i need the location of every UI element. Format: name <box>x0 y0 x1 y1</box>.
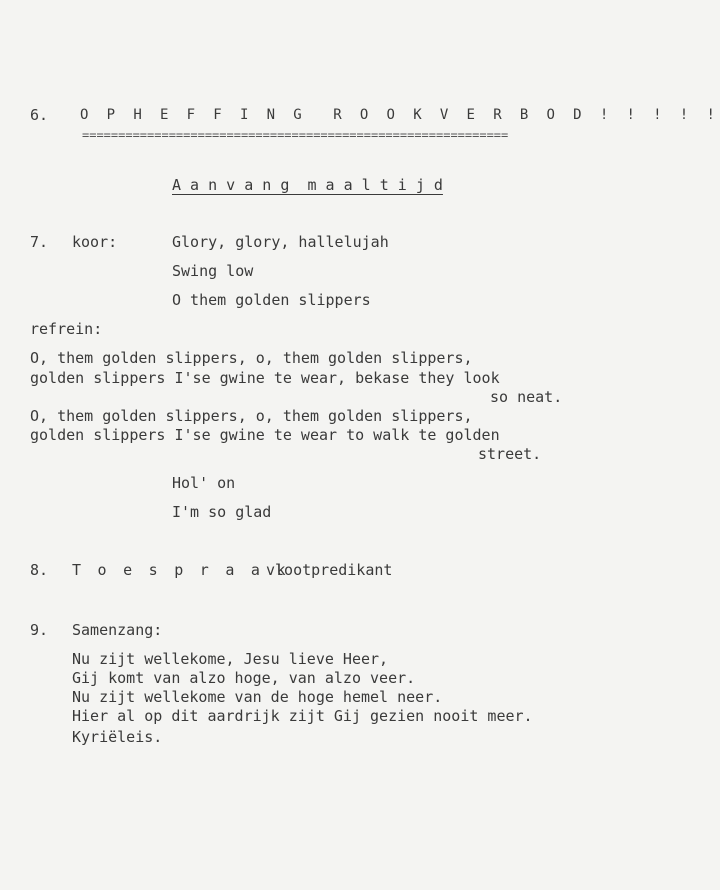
item-6-rule: =========================================================== <box>82 128 509 142</box>
item-9-number: 9. <box>30 621 49 639</box>
item-6-title: O P H E F F I N G R O O K V E R B O D ! ! ! ! ! <box>80 107 720 123</box>
refrain-line: O, them golden slippers, o, them golden slippers, <box>30 349 473 367</box>
section-heading: A a n v a n g m a a l t i j d <box>172 176 443 194</box>
refrain-line: golden slippers I'se gwine te wear to walk te golden <box>30 426 500 444</box>
refrain-label: refrein: <box>30 320 103 338</box>
hymn-line: Hier al op dit aardrijk zijt Gij gezien nooit meer. <box>72 707 533 725</box>
refrain-line: O, them golden slippers, o, them golden slippers, <box>30 407 473 425</box>
refrain-line: street. <box>478 445 542 463</box>
song-title: I'm so glad <box>172 503 272 521</box>
item-8-number: 8. <box>30 561 49 579</box>
song-title: Hol' on <box>172 474 236 492</box>
item-8-label: T o e s p r a a k <box>72 561 290 579</box>
song-title: Glory, glory, hallelujah <box>172 233 389 251</box>
item-8-text: vlootpredikant <box>266 561 393 579</box>
hymn-line: Gij komt van alzo hoge, van alzo veer. <box>72 669 416 687</box>
hymn-line: Kyriëleis. <box>72 728 163 746</box>
item-9-label: Samenzang: <box>72 621 163 639</box>
song-title: Swing low <box>172 262 254 280</box>
item-7-label: koor: <box>72 233 118 251</box>
hymn-line: Nu zijt wellekome van de hoge hemel neer. <box>72 688 443 706</box>
item-7-number: 7. <box>30 233 49 251</box>
item-6-number: 6. <box>30 106 49 124</box>
song-title: O them golden slippers <box>172 291 371 309</box>
hymn-line: Nu zijt wellekome, Jesu lieve Heer, <box>72 650 389 668</box>
refrain-line: golden slippers I'se gwine te wear, bekase they look <box>30 369 500 387</box>
refrain-line: so neat. <box>490 388 563 406</box>
